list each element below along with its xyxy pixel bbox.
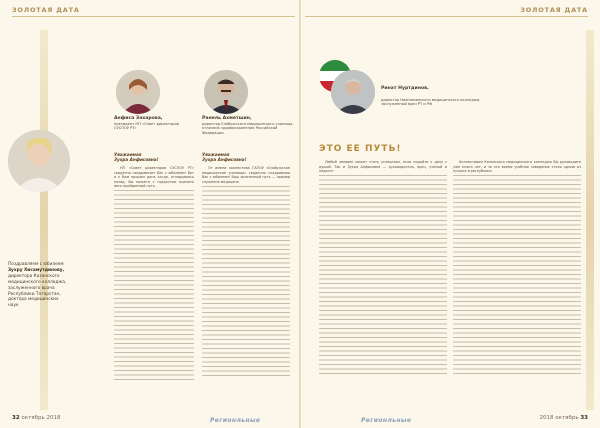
portrait-nurtdinov	[331, 70, 375, 114]
right-page	[301, 0, 600, 428]
body-lines	[319, 175, 447, 375]
gold-ribbon-left	[40, 30, 48, 410]
person-role: директор Елабужского медицинского училища, отличник здравоохранения Российской Федерации	[202, 122, 294, 135]
greeting: Уважаемая Зухра Анфисовна!	[202, 152, 247, 162]
portrait-akhmetshin	[204, 70, 248, 114]
jubilee-dedication: Поздравляем с юбилеем Зухру Хисамутдинову, директора Казанского медицинского колледжа, заслуженного врача Республики Татарстан, доктора медицинских наук	[8, 262, 67, 309]
body-lines	[202, 186, 290, 376]
text-column: НП «Совет директоров СУСПОУ РТ» сердечно поздравляет Вас с юбилеем! Вот и к Вам пришел день когда, оглядываясь назад, Вы можете с гордостью оценить весь пройденный путь.	[114, 166, 194, 406]
brand-logo-left: Регионльные	[210, 417, 261, 424]
body-lines	[114, 190, 194, 380]
gold-ribbon-right	[586, 30, 594, 410]
portrait-khisamutdinova	[8, 130, 70, 192]
left-page	[0, 0, 299, 428]
header-rule-left	[12, 16, 295, 17]
article-title: ЭТО ЕЕ ПУТЬ!	[319, 144, 402, 154]
person-name: Ранель Ахметшин,	[202, 116, 252, 121]
body-lines	[453, 175, 581, 375]
text-column: Любой человек может стать успешным, если подойти к делу с душой. Так и Зухра Анфисовна — руководитель, врач, ученый и педагог.	[319, 160, 447, 404]
person-role: президент НП «Совет директоров СУСПОУ РТ»	[114, 122, 179, 131]
person-role: директор Нижнекамского медицинского колледжа, заслуженный врач РТ и РФ	[381, 98, 481, 107]
portrait-zakharova	[116, 70, 160, 114]
page-number-right: 2018 октябрь 33	[539, 415, 588, 421]
person-name: Ринат Нуртдинов,	[381, 86, 429, 91]
brand-logo-right: Регионльные	[361, 417, 412, 424]
text-column: От имени коллектива ГАПОУ «Елабужское медицинское училище» сердечно поздравляю Вас с юбилеем! Ваш жизненный путь — пример служения медицине.	[202, 166, 290, 406]
page-number-left: 32 октябрь 2018	[12, 415, 61, 421]
text-column: Коллективом Казанского медицинского колледжа Вы руководите уже много лет, и за это время учебное заведение стало одним из лучших в республике.	[453, 160, 581, 404]
greeting: Уважаемая Зухра Анфисовна!	[114, 152, 159, 162]
section-header-left: ЗОЛОТАЯ ДАТА	[12, 6, 80, 14]
section-header-right: ЗОЛОТАЯ ДАТА	[520, 6, 588, 14]
honoree-name: Зухру Хисамутдинову,	[8, 267, 65, 273]
header-rule-right	[305, 16, 588, 17]
person-name: Анфиса Захарова,	[114, 116, 163, 121]
